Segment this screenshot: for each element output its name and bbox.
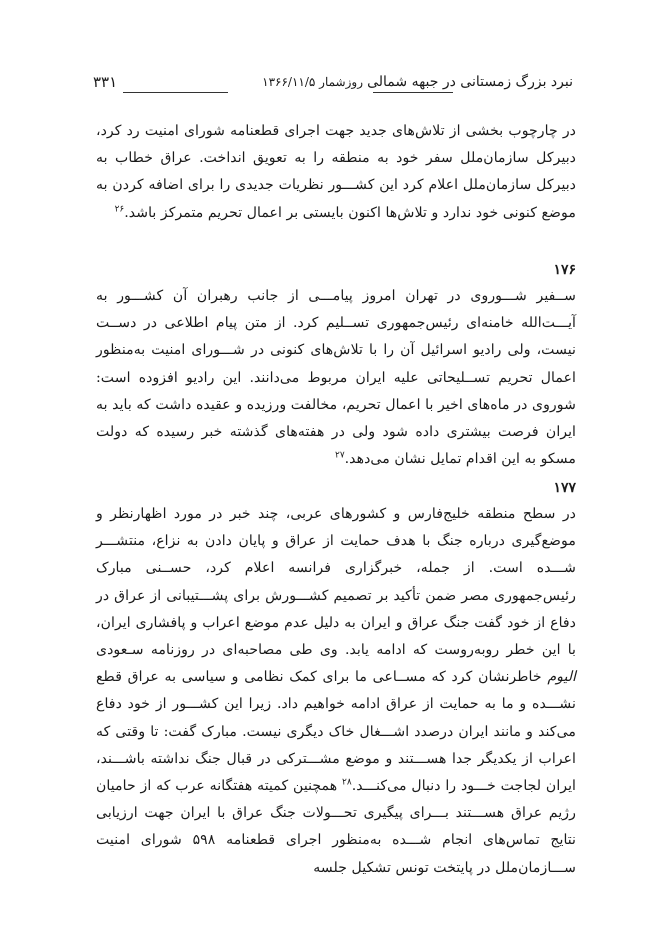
- entry-text: در سطح منطقه خلیج‌فارس و کشورهای عربی، چند خبر در مورد اظهارنظر و موضع‌گیری درباره جنگ با هدف حمایت از عراق و پایان دادن به نزاع، منتشـــر شـــده است. از جمله، خبرگزاری فرانسه اعلام کرد، حســنی مبارک رئیس‌جمهوری مصر ضمن تأکید بر تصمیم کشـــورش برای پشـــتیبانی از عراق در دفاع از خود گفت جنگ عراق و ایران به دلیل عدم موضع اعراب و پافشاری ایران، با این خطر روبه‌روست که ادامه یابد. وی طی مصاحبه‌ای در روزنامه سـعودی: [96, 506, 576, 659]
- footnote-ref: ۲۶: [114, 203, 125, 214]
- entry-number: ۱۷۷: [553, 480, 576, 496]
- footnote-ref: ۲۸: [342, 777, 352, 788]
- entry-number: ۱۷۶: [553, 262, 576, 278]
- diary-date: روزشمار ۱۳۶۶/۱۱/۵: [262, 75, 363, 89]
- entry-text: خاطرنشان کرد که مســاعی ما برای کمک نظامی و سیاسی به عراق قطع نشـــده و ما به حمایت از عراق ادامه خواهیم داد. زیرا این کشـــور از خود دفاع می‌کند و مانند ایران درصدد اشـــغال خاک دیگری نیست. مبارک گفت: تا وقتی که اعراب از یکدیگر جدا هســـتند و موضع مشـــترکی در قبال جنگ نداشته باشـــند، ایران لجاجت خـــود را دنبال می‌کنـــد.: [96, 669, 576, 795]
- book-title: نبرد بزرگ زمستانی در جبهه شمالی: [367, 74, 573, 90]
- entry-paragraph: [96, 501, 576, 882]
- intro-paragraph: [96, 118, 576, 227]
- header-rule: [373, 92, 453, 93]
- page-number: ۳۳۱: [93, 73, 118, 91]
- entry-text: ســفیر شـــوروی در تهران امروز پیامـــی از جانب رهبران آن کشـــور به آیـــت‌الله خامنه‌ای رئیس‌جمهوری تســلیم کرد. از متن پیام اطلاعی در دســت نیست، ولی رادیو اسرائیل آن را با تلاش‌های کنونی در شـــورای امنیت به‌منظور اعمال تحریم تســلیحاتی علیه ایران مربوط می‌دانند. این رادیو افزوده است: شوروی در ماه‌های اخیر با اعمال تحریم، مخالفت ورزیده و عقیده داشت که باید به ایران فرصت بیشتری داده شود ولی در هفته‌های گذشته خبر رسیده که دولت مسکو به این اقدام تمایل نشان می‌دهد.: [96, 288, 576, 468]
- entry-paragraph: [96, 283, 576, 473]
- running-header: [93, 72, 573, 94]
- header-rule: [123, 92, 228, 93]
- intro-text: در چارچوب بخشی از تلاش‌های جدید جهت اجرای قطعنامه شورای امنیت رد کرد، دبیرکل سازمان‌ملل سفر خود به منطقه را به تعویق انداخت. عراق خطاب به دبیرکل سازمان‌ملل اعلام کرد این کشـــور نظریات جدیدی را برای اضافه کردن به موضع کنونی خود ندارد و تلاش‌ها اکنون بایستی بر اعمال تحریم متمرکز باشد.: [96, 123, 576, 221]
- newspaper-name: الیوم: [547, 669, 577, 686]
- footnote-ref: ۲۷: [335, 450, 345, 461]
- entry-text: همچنین کمیته هفتگانه عرب که از حامیان رژیم عراق هســـتند بـــرای پیگیری تحـــولات جنگ عراق با ایران جهت ارزیابی نتایج تماس‌های انجام شـــده به‌منظور اجرای قطعنامه ۵۹۸ شورای امنیت ســـازمان‌ملل در پایتخت تونس تشکیل جلسه: [96, 778, 576, 876]
